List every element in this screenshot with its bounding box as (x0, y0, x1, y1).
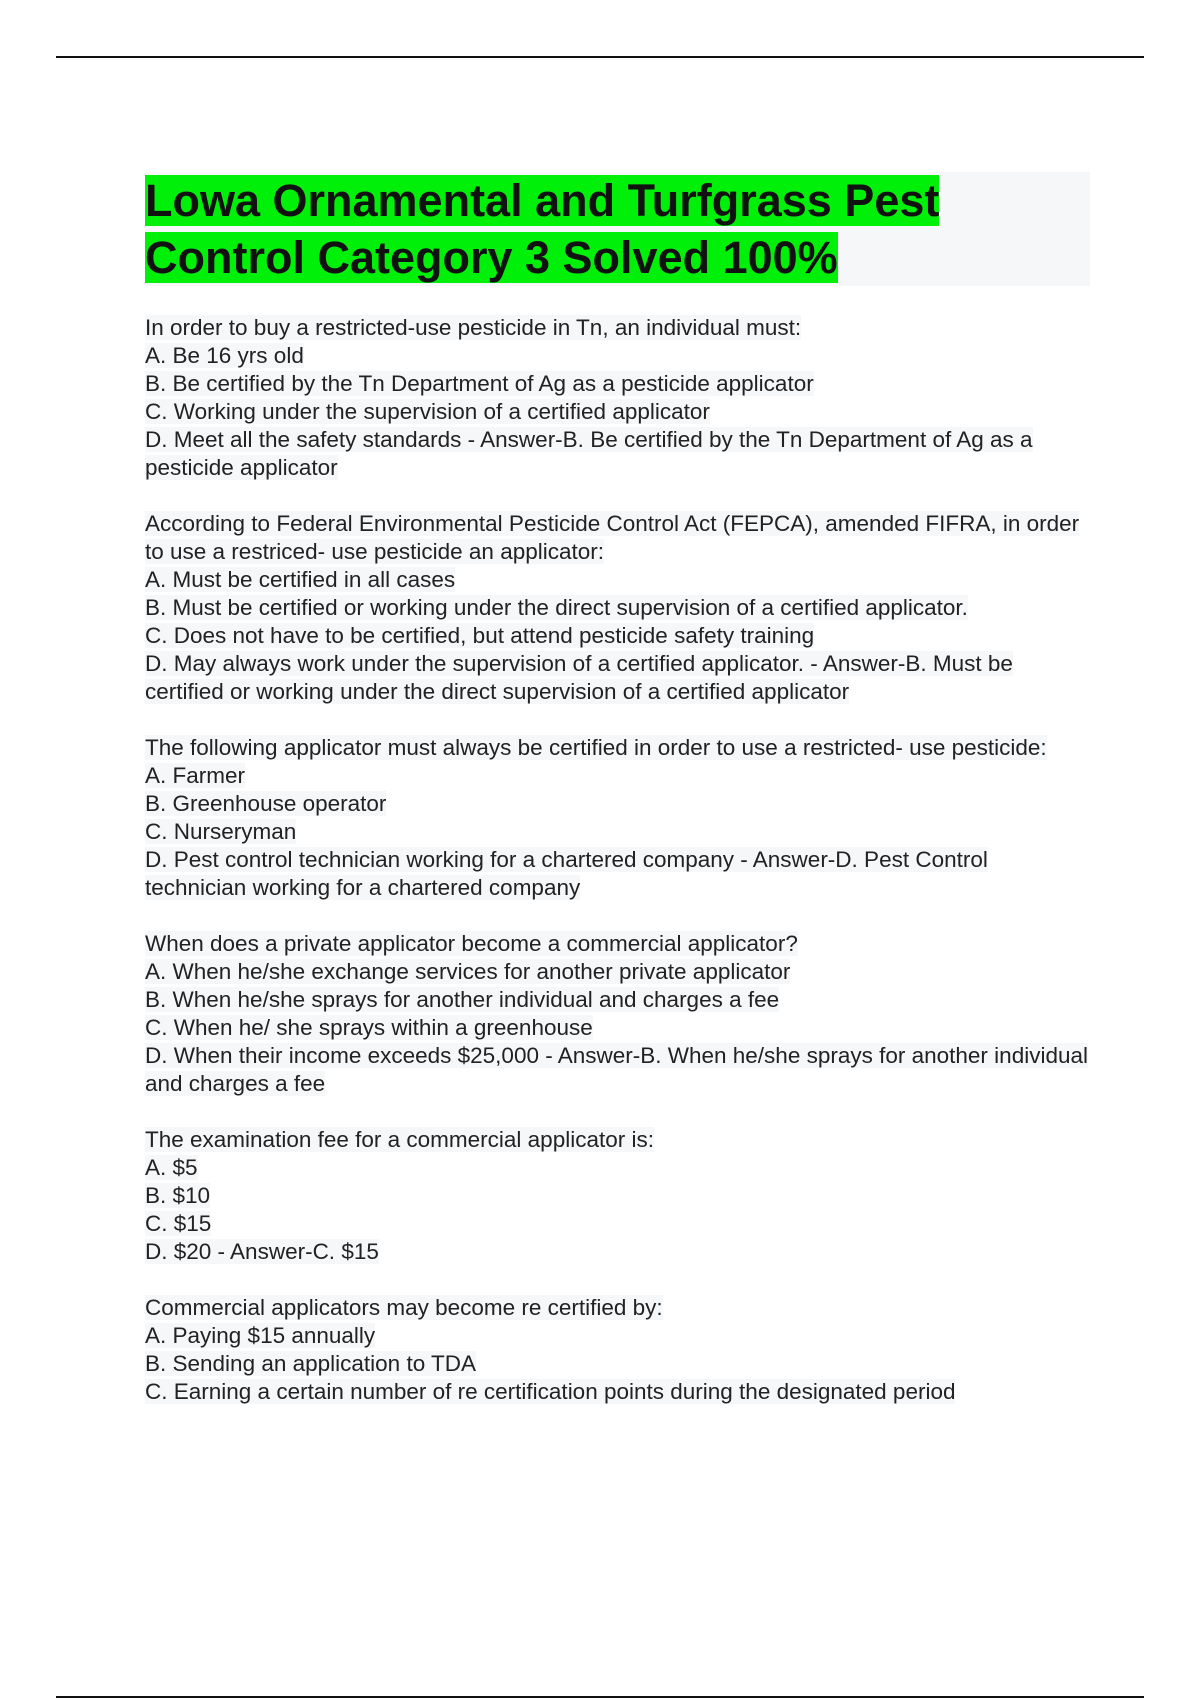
question-option: B. Greenhouse operator (145, 791, 387, 816)
question-option: B. Be certified by the Tn Department of Ag as a pesticide applicator (145, 371, 814, 396)
question-option: A. Farmer (145, 763, 246, 788)
question-option: A. When he/she exchange services for another private applicator (145, 959, 791, 984)
title-block (145, 172, 1090, 286)
question-prompt: Commercial applicators may become re certified by: (145, 1295, 663, 1320)
question-option: A. Be 16 yrs old (145, 343, 304, 368)
question-3 (145, 734, 1090, 902)
question-prompt: The examination fee for a commercial applicator is: (145, 1127, 654, 1152)
question-5 (145, 1126, 1090, 1266)
question-option-answer: D. $20 - Answer-C. $15 (145, 1239, 379, 1264)
question-option: B. Sending an application to TDA (145, 1351, 477, 1376)
question-option-answer: D. When their income exceeds $25,000 - Answer-B. When he/she sprays for another individual and charges a fee (145, 1043, 1088, 1096)
question-prompt: According to Federal Environmental Pesticide Control Act (FEPCA), amended FIFRA, in order to use a restriced- use pesticide an applicator: (145, 511, 1080, 564)
question-option-answer: D. May always work under the supervision of a certified applicator. - Answer-B. Must be certified or working under the direct supervision of a certified applicator (145, 651, 1013, 704)
question-option: B. $10 (145, 1183, 211, 1208)
question-option: C. Does not have to be certified, but attend pesticide safety training (145, 623, 815, 648)
question-2 (145, 510, 1090, 706)
bottom-rule (56, 1696, 1144, 1698)
question-option: B. When he/she sprays for another individual and charges a fee (145, 987, 780, 1012)
question-option: A. Paying $15 annually (145, 1323, 376, 1348)
question-1 (145, 314, 1090, 482)
question-option: C. Working under the supervision of a certified applicator (145, 399, 710, 424)
document-body (145, 172, 1090, 1434)
question-prompt: When does a private applicator become a commercial applicator? (145, 931, 798, 956)
question-4 (145, 930, 1090, 1098)
question-option: C. Earning a certain number of re certification points during the designated period (145, 1379, 956, 1404)
question-option: C. When he/ she sprays within a greenhouse (145, 1015, 593, 1040)
question-option: A. Must be certified in all cases (145, 567, 456, 592)
question-prompt: The following applicator must always be certified in order to use a restricted- use pesticide: (145, 735, 1047, 760)
document-title: Lowa Ornamental and Turfgrass Pest Control Category 3 Solved 100% (145, 175, 940, 283)
question-option: C. $15 (145, 1211, 212, 1236)
question-prompt: In order to buy a restricted-use pesticide in Tn, an individual must: (145, 315, 802, 340)
question-option: C. Nurseryman (145, 819, 297, 844)
question-option-answer: D. Meet all the safety standards - Answer-B. Be certified by the Tn Department of Ag as a pesticide applicator (145, 427, 1033, 480)
top-rule (56, 56, 1144, 58)
question-option: B. Must be certified or working under the direct supervision of a certified applicator. (145, 595, 968, 620)
question-6 (145, 1294, 1090, 1406)
question-option: A. $5 (145, 1155, 198, 1180)
question-option-answer: D. Pest control technician working for a chartered company - Answer-D. Pest Control technician working for a chartered company (145, 847, 988, 900)
